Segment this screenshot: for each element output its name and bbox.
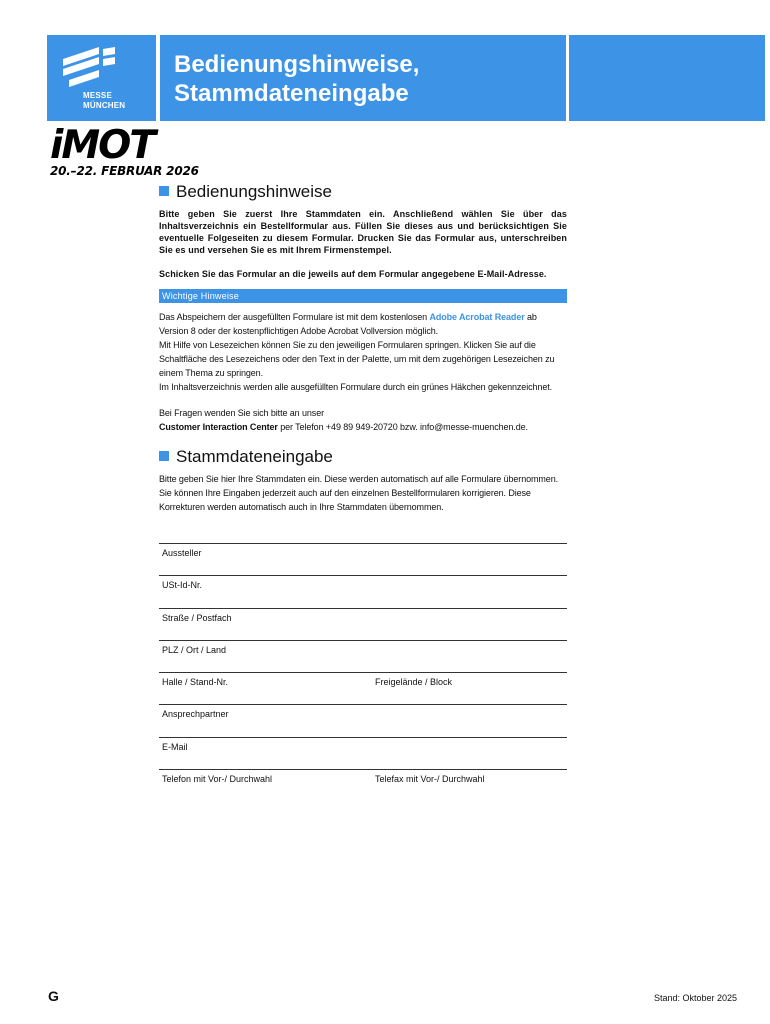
telefon-label: Telefon mit Vor-/ Durchwahl [162,774,273,785]
ust-id-label: USt-Id-Nr. [162,580,203,591]
email-field[interactable] [159,737,567,769]
send-note: Schicken Sie das Formular an die jeweils auf dem Formular angegebene E-Mail-Adresse. [159,269,547,279]
heading-square-icon [159,451,169,461]
logo-line2: MÜNCHEN [83,101,126,110]
ansprechpartner-label: Ansprechpartner [162,709,229,720]
aussteller-label: Aussteller [162,548,202,558]
acrobat-text-after: ab Version 8 oder der kostenpflichtigen Adobe Acrobat Vollversion möglich. [159,312,537,336]
customer-center-label: Customer Interaction Center [159,422,278,432]
logo-text [83,91,125,111]
master-data-heading [159,447,567,467]
strasse-label: Straße / Postfach [162,612,232,623]
plz-ort-land-field[interactable] [159,640,567,672]
master-data-form [159,543,567,801]
ansprechpartner-field[interactable] [159,704,567,736]
freigelaende-label: Freigelände / Block [375,677,453,688]
header-title-box [160,35,566,121]
acrobat-paragraph [159,310,567,338]
ust-id-field[interactable] [159,575,567,607]
footer-section-letter: G [48,988,59,1004]
logo-line1: MESSE [83,91,113,100]
adobe-reader-link[interactable]: Adobe Acrobat Reader [429,312,525,322]
header-decor-box [569,35,765,121]
telefon-telefax-row[interactable] [159,769,567,801]
event-date: 20.–22. FEBRUAR 2026 [50,164,199,178]
instructions-section [159,182,567,434]
strasse-field[interactable] [159,608,567,640]
master-data-heading-text: Stammdateneingabe [176,447,333,466]
messe-muenchen-logo [47,35,156,121]
acrobat-text-before: Das Abspeichern der ausgefüllten Formulare ist mit dem kostenlosen [159,312,430,322]
bookmark-paragraph: Mit Hilfe von Lesezeichen können Sie zu den jeweiligen Formularen springen. Klicken Sie auf die Schaltfläche des Lesezeichens oder den Text in der Palette, um mit dem zugehörigen Lesezeichen zu einem Thema zu springen. [159,340,555,378]
hint-bar: Wichtige Hinweise [159,289,567,303]
aussteller-field[interactable] [159,543,567,575]
title-line2: Stammdateneingabe [174,80,409,107]
telefax-label: Telefax mit Vor-/ Durchwahl [375,774,485,785]
halle-stand-label: Halle / Stand-Nr. [162,677,229,688]
master-data-intro: Bitte geben Sie hier Ihre Stammdaten ein. Diese werden automatisch auf alle Formulare übernommen. Sie können Ihre Eingaben jederzeit auch auf den einzelnen Bestellformularen korrigieren. Diese Korrekturen werden automatisch auch in Ihre Stammdaten übernommen. [159,474,559,512]
contact-line2 [159,420,567,434]
heading-square-icon [159,186,169,196]
instructions-intro: Bitte geben Sie zuerst Ihre Stammdaten ein. Anschließend wählen Sie über das Inhaltsverzeichnis ein Bestellformular aus. Füllen Sie dieses aus und berücksichtigen Sie eventuelle Folgeseiten zu diesem Formular. Drucken Sie das Formular aus, unterschreiben Sie es und versehen Sie es mit Ihrem Firmenstempel. [159,209,567,255]
halle-stand-row[interactable] [159,672,567,704]
email-label: E-Mail [162,741,188,752]
page-title [174,50,566,108]
plz-ort-land-label: PLZ / Ort / Land [162,644,227,655]
messe-logo-icon [59,47,119,87]
title-line1: Bedienungshinweise, [174,51,420,78]
instructions-heading-text: Bedienungshinweise [176,182,332,201]
instructions-heading [159,182,567,202]
contact-line1: Bei Fragen wenden Sie sich bitte an unser [159,408,325,418]
event-logo-text: iMOT [50,123,154,168]
checkmark-paragraph: Im Inhaltsverzeichnis werden alle ausgefüllten Formulare durch ein grünes Häkchen gekennzeichnet. [159,382,553,392]
footer-stand-date: Stand: Oktober 2025 [653,993,737,1003]
master-data-section [159,447,567,514]
event-logo [50,123,199,178]
contact-details: per Telefon +49 89 949-20720 bzw. info@messe-muenchen.de. [277,422,528,432]
